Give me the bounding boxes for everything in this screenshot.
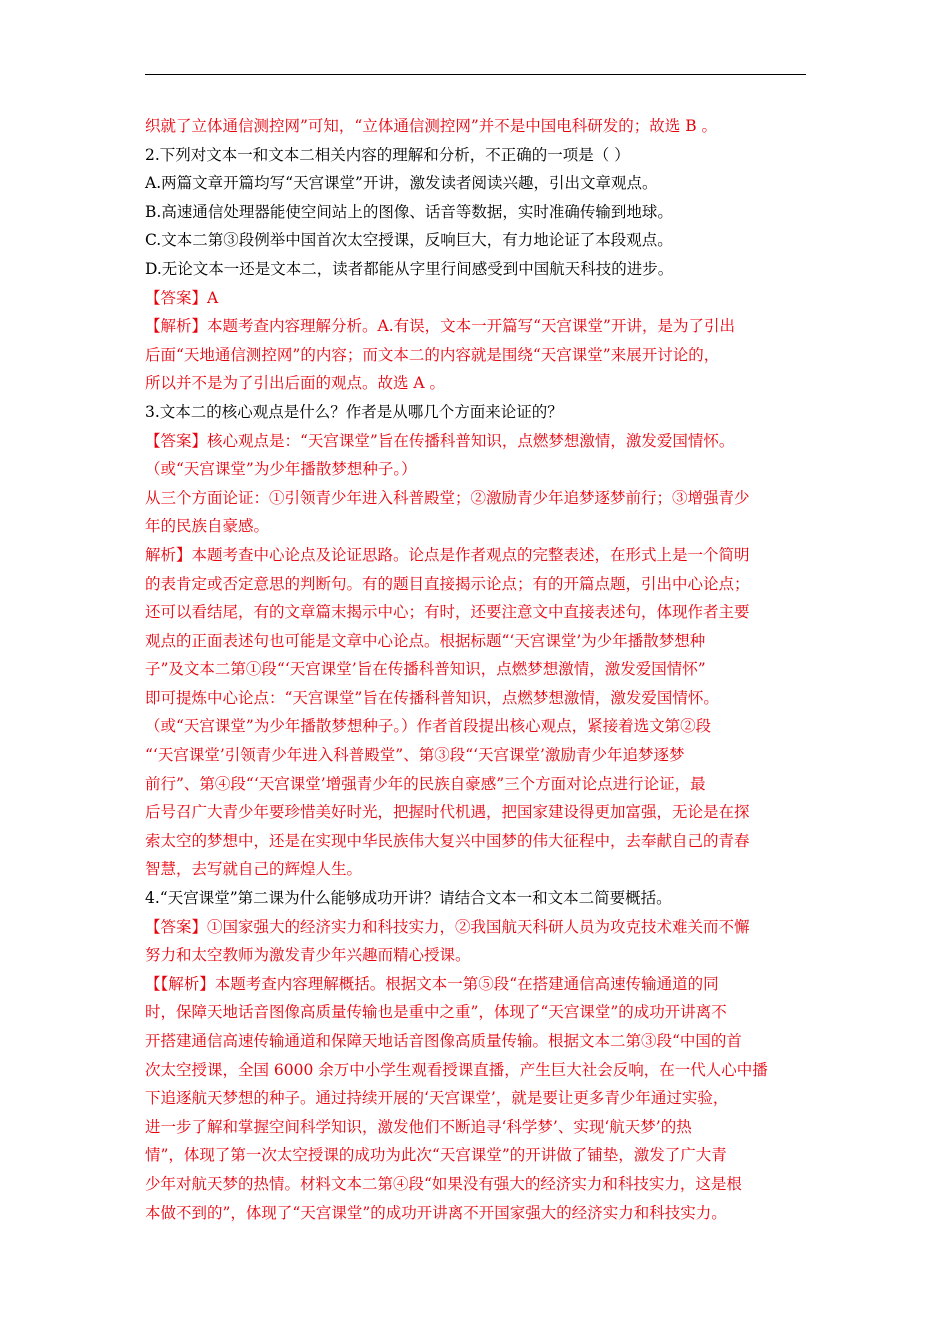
text-line: （或“天宫课堂”为少年播散梦想种子。） (145, 460, 417, 479)
document-body (145, 112, 810, 1227)
text-line: 即可提炼中心论点：“天宫课堂”旨在传播科普知识，点燃梦想激情，激发爱国情怀。 (145, 688, 719, 707)
text-line: B.高速通信处理器能使空间站上的图像、话音等数据，实时准确传输到地球。 (145, 202, 673, 221)
header-rule (145, 74, 806, 75)
text-line: 所以并不是为了引出后面的观点。故选 A 。 (145, 374, 446, 393)
text-line: 从三个方面论证：①引领青少年进入科普殿堂；②激励青少年追梦逐梦前行；③增强青少 (145, 488, 750, 507)
text-line: 【答案】A (145, 288, 219, 307)
text-line: 还可以看结尾，有的文章篇末揭示中心；有时，还要注意文中直接表述句，体现作者主要 (145, 603, 750, 622)
text-line: 2.下列对文本一和文本二相关内容的理解和分析，不正确的一项是（ ） (145, 145, 630, 164)
text-line: 后面“天地通信测控网”的内容；而文本二的内容就是围绕“天宫课堂”来展开讨论的， (145, 345, 720, 364)
text-line: 后号召广大青少年要珍惜美好时光，把握时代机遇，把国家建设得更加富强，无论是在探 (145, 803, 750, 822)
text-line: 下追逐航天梦想的种子。通过持续开展的‘天宫课堂’，就是要让更多青少年通过实验， (145, 1089, 729, 1108)
text-line: 少年对航天梦的热情。材料文本二第④段“如果没有强大的经济实力和科技实力，这是根 (145, 1174, 742, 1193)
text-line: 智慧，去写就自己的辉煌人生。 (145, 860, 363, 879)
text-line: 开搭建通信高速传输通道和保障天地话音图像高质量传输。根据文本二第③段“中国的首 (145, 1032, 742, 1050)
text-line: 索太空的梦想中，还是在实现中华民族伟大复兴中国梦的伟大征程中，去奉献自己的青春 (145, 831, 750, 850)
text-line: D.无论文本一还是文本二，读者都能从字里行间感受到中国航天科技的进步。 (145, 259, 674, 278)
text-line: 本做不到的”，体现了“天宫课堂”的成功开讲离不开国家强大的经济实力和科技实力。 (145, 1203, 727, 1222)
text-line: 织就了立体通信测控网”可知，“立体通信测控网”并不是中国电科研发的；故选 B 。 (145, 117, 718, 135)
text-line: 【答案】核心观点是：“天宫课堂”旨在传播科普知识，点燃梦想激情，激发爱国情怀。 (145, 431, 735, 450)
text-line: 年的民族自豪感。 (145, 517, 270, 536)
text-line: 【解析】本题考查内容理解分析。A.有误，文本一开篇写“天宫课堂”开讲，是为了引出 (145, 317, 735, 336)
text-line: A.两篇文章开篇均写“天宫课堂”开讲，激发读者阅读兴趣，引出文章观点。 (145, 174, 658, 193)
text-line: 的表肯定或否定意思的判断句。有的题目直接揭示论点；有的开篇点题，引出中心论点； (145, 574, 750, 593)
text-line: 3.文本二的核心观点是什么？作者是从哪几个方面来论证的？ (145, 402, 563, 421)
text-line: 前行”、第④段“‘天宫课堂’增强青少年的民族自豪感”三个方面对论点进行论证，最 (145, 774, 706, 793)
text-line: 4.“天宫课堂”第二课为什么能够成功开讲？请结合文本一和文本二简要概括。 (145, 889, 672, 908)
text-line: 子”及文本二第①段“‘天宫课堂’旨在传播科普知识，点燃梦想激情，激发爱国情怀” (145, 660, 706, 679)
text-line: C.文本二第③段例举中国首次太空授课，反响巨大，有力地论证了本段观点。 (145, 231, 673, 250)
text-line: 观点的正面表述句也可能是文章中心论点。根据标题“‘天宫课堂’为少年播散梦想种 (145, 631, 706, 650)
text-line: 【【解析】本题考查内容理解概括。根据文本一第⑤段“在搭建通信高速传输通道的同 (145, 974, 719, 993)
text-line: 解析】本题考查中心论点及论证思路。论点是作者观点的完整表述，在形式上是一个简明 (145, 545, 750, 564)
text-line: “‘天宫课堂’引领青少年进入科普殿堂”、第③段“‘天宫课堂’激励青少年追梦逐梦 (145, 746, 685, 765)
text-line: 时，保障天地话音图像高质量传输也是重中之重”，体现了“天宫课堂”的成功开讲离不 (145, 1003, 727, 1022)
text-line: （或“天宫课堂”为少年播散梦想种子。）作者首段提出核心观点，紧接着选文第②段 (145, 717, 712, 736)
text-line: 进一步了解和掌握空间科学知识，激发他们不断追寻‘科学梦’、实现‘航天梦’的热 (145, 1117, 692, 1136)
text-line: 次太空授课，全国 6000 余万中小学生观看授课直播，产生巨大社会反响，在一代人心中播 (145, 1060, 768, 1079)
text-line: 情”，体现了第一次太空授课的成功为此次“天宫课堂”的开讲做了铺垫，激发了广大青 (145, 1146, 727, 1165)
text-line: 【答案】①国家强大的经济实力和科技实力，②我国航天科研人员为攻克技术难关而不懈 (145, 917, 750, 936)
text-line: 努力和太空教师为激发青少年兴趣而精心授课。 (145, 946, 471, 965)
